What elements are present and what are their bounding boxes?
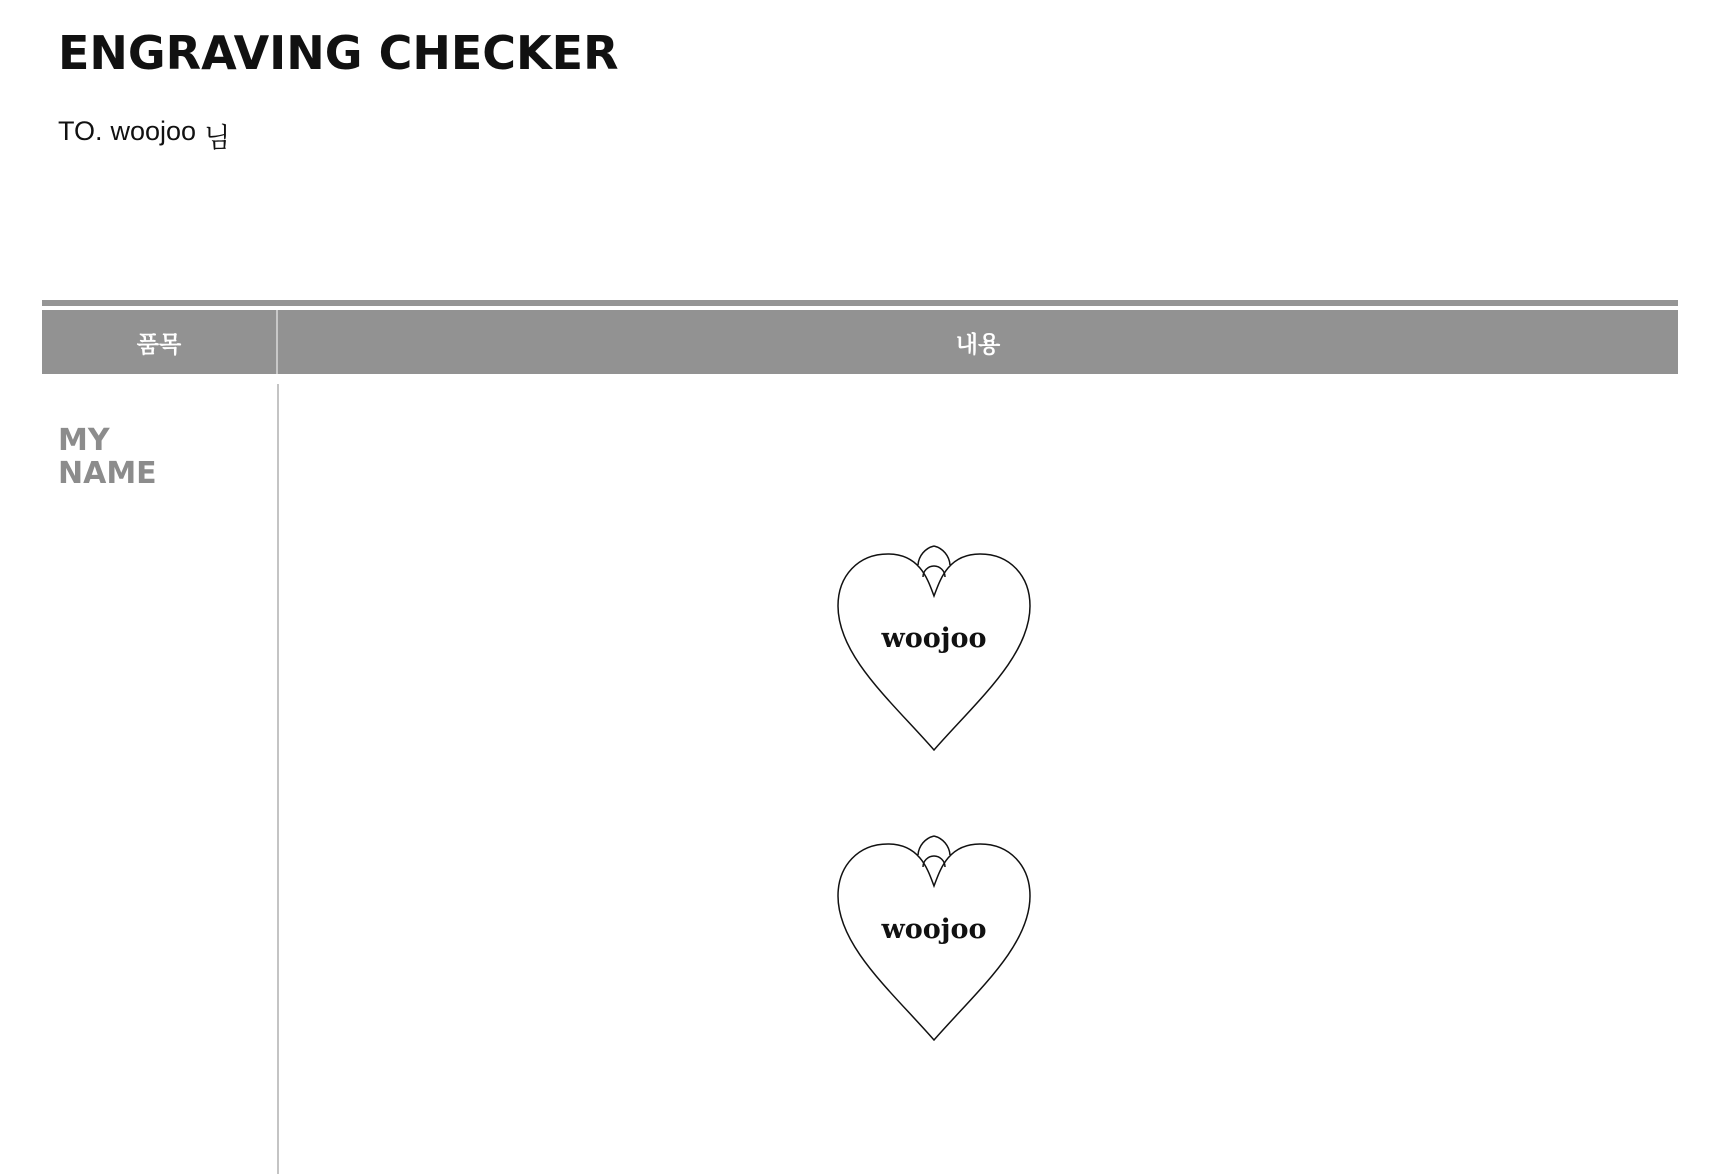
engraving-preview-1 — [830, 540, 1038, 760]
item-label-line1: MY — [58, 423, 110, 458]
engraving-preview-2 — [830, 830, 1038, 1050]
header-item: 품목 — [42, 310, 278, 374]
column-divider — [277, 384, 279, 1174]
recipient-name: woojoo — [110, 116, 197, 146]
engraving-text-2: woojoo — [881, 914, 987, 945]
recipient-prefix: TO. — [58, 116, 103, 146]
recipient-honorific: 님 — [204, 123, 231, 153]
header-content: 내용 — [955, 330, 1001, 357]
recipient-line — [58, 116, 230, 155]
engraving-text-1: woojoo — [881, 623, 987, 654]
table-header — [42, 310, 1678, 374]
table-top-rule — [42, 300, 1678, 306]
item-label-line2: NAME — [58, 456, 157, 491]
page-title: ENGRAVING CHECKER — [58, 26, 619, 80]
item-label — [58, 424, 258, 490]
